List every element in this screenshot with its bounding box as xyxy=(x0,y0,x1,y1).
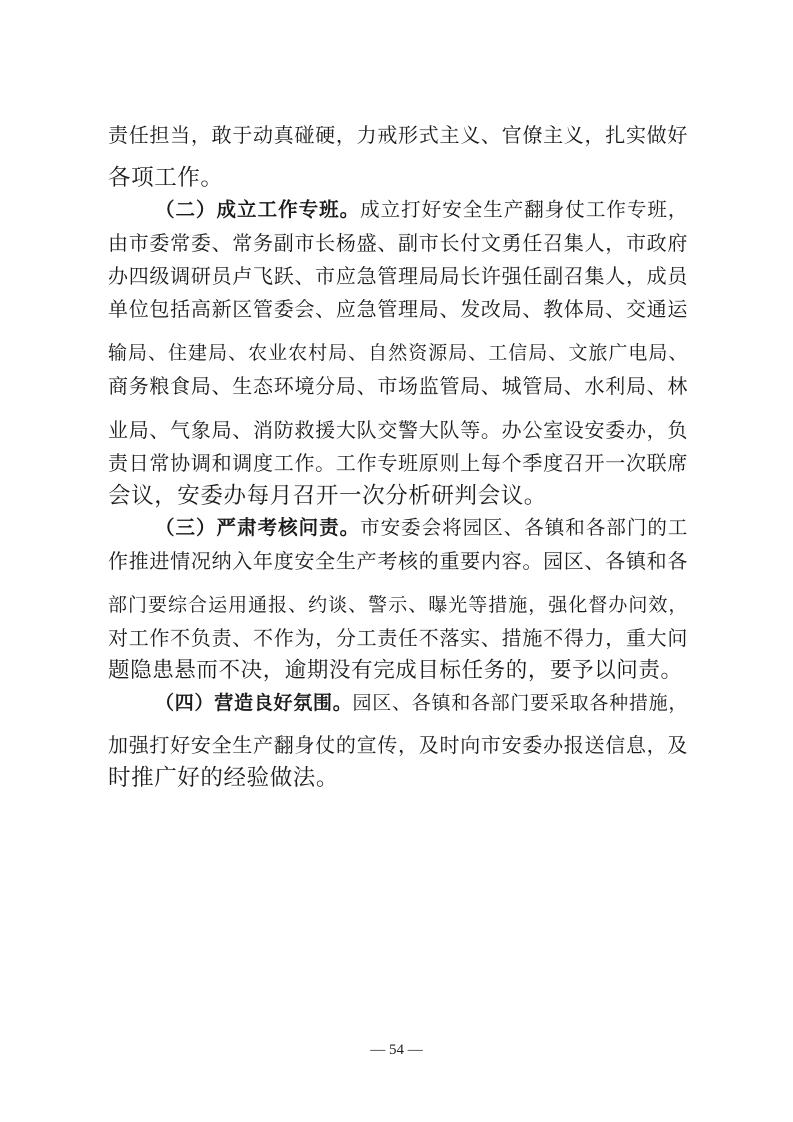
text-line: 作推进情况纳入年度安全生产考核的重要内容。园区、各镇和各 xyxy=(108,549,688,573)
text-line: 由市委常委、常务副市长杨盛、副市长付文勇任召集人，市政府 xyxy=(108,231,688,255)
text-line: 加强打好安全生产翻身仗的宣传，及时向市安委办报送信息，及 xyxy=(108,733,688,757)
section-heading: （二）成立工作专班。 xyxy=(155,198,361,221)
text-line: 时推广好的经验做法。 xyxy=(108,765,340,791)
paragraph-first-line xyxy=(155,683,688,723)
text-line: 会议，安委办每月召开一次分析研判会议。 xyxy=(108,483,547,509)
text-line: 各项工作。 xyxy=(108,165,224,191)
heading-followup-text: 园区、各镇和各部门要采取各种措施， xyxy=(352,692,688,714)
page-number: — 54 — xyxy=(370,1042,423,1058)
heading-followup-text: 市安委会将园区、各镇和各部门的工 xyxy=(360,516,688,539)
text-line: 责任担当，敢于动真碰硬，力戒形式主义、官僚主义，扎实做好 xyxy=(108,123,688,147)
text-line: 题隐患悬而不决，逾期没有完成目标任务的，要予以问责。 xyxy=(108,658,683,683)
text-line: 商务粮食局、生态环境分局、市场监管局、城管局、水利局、林 xyxy=(108,374,688,398)
text-line: 责日常协调和调度工作。工作专班原则上每个季度召开一次联席 xyxy=(108,451,688,475)
text-line: 对工作不负责、不作为，分工责任不落实、措施不得力，重大问 xyxy=(108,626,688,650)
heading-followup-text: 成立打好安全生产翻身仗工作专班， xyxy=(360,198,688,221)
text-line: 输局、住建局、农业农村局、自然资源局、工信局、文旅广电局、 xyxy=(108,342,688,364)
text-line: 业局、气象局、消防救援大队交警大队等。办公室设安委办，负 xyxy=(108,418,688,442)
text-line: 办四级调研员卢飞跃、市应急管理局局长许强任副召集人，成员 xyxy=(108,264,688,288)
text-line: 单位包括高新区管委会、应急管理局、发改局、教体局、交通运 xyxy=(108,297,688,321)
section-heading: （四）营造良好氛围。 xyxy=(155,692,353,714)
section-heading: （三）严肃考核问责。 xyxy=(155,516,361,539)
text-line: 部门要综合运用通报、约谈、警示、曝光等措施，强化督办问效， xyxy=(108,594,688,616)
